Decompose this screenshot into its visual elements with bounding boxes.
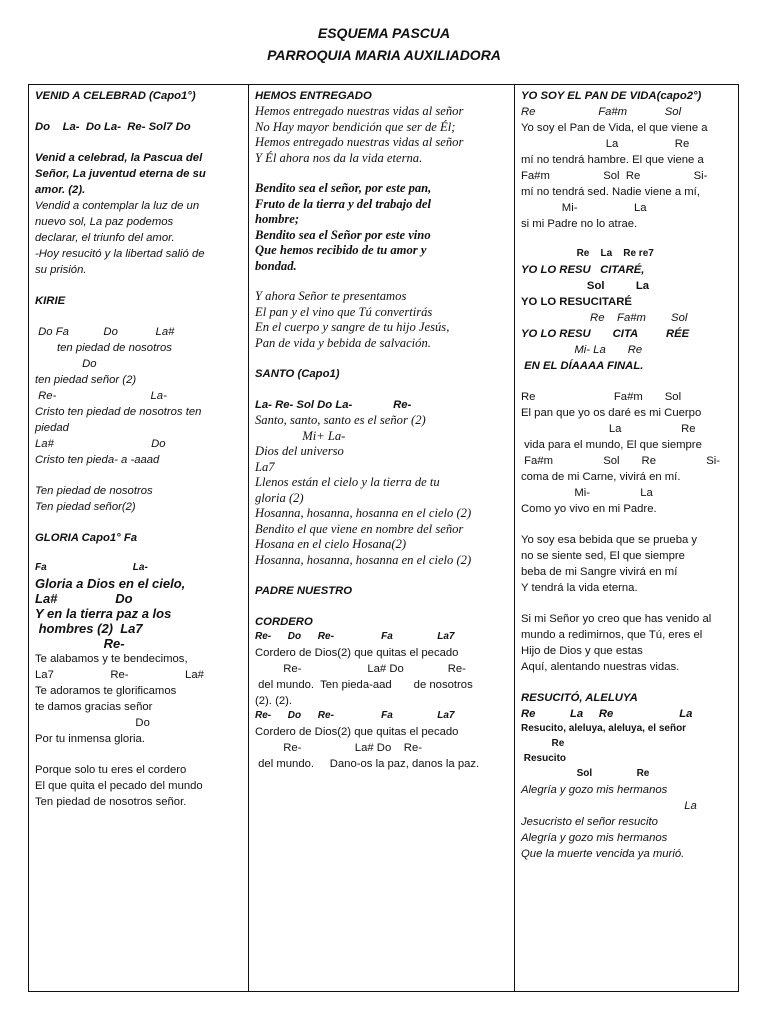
- lyric-line: nuevo sol, La paz podemos: [35, 216, 174, 228]
- lyric-line: KIRIE: [35, 295, 66, 307]
- spacer: [521, 374, 732, 389]
- lyric-line: Ten piedad de nosotros: [35, 485, 153, 497]
- lyric-line: YO LO RESUCITARÉ: [521, 296, 632, 308]
- lyric-line: La7 Re- La#: [35, 669, 204, 681]
- lyric-line: Re- La-: [35, 390, 167, 402]
- lyric-line: Sol Re: [521, 768, 650, 779]
- lyric-line: El que quita el pecado del mundo: [35, 780, 203, 792]
- song-table: [28, 84, 739, 992]
- spacer: [255, 599, 508, 614]
- lyric-line: RESUCITÓ, ALELUYA: [521, 692, 638, 704]
- lyric-line: GLORIA Capo1° Fa: [35, 532, 138, 544]
- lyric-line: Hosanna, hosanna, hosanna en el cielo (2): [255, 506, 472, 520]
- document-title: ESQUEMA PASCUA: [317, 25, 451, 41]
- lyric-line: Jesucristo el señor resucito: [521, 816, 658, 828]
- lyric-line: Cristo ten piedad de nosotros ten: [35, 406, 202, 418]
- lyric-line: Re- La# Do Re-: [255, 742, 422, 754]
- lyric-line: Yo soy esa bebida que se prueba y: [521, 534, 698, 546]
- lyric-line: Hosanna, hosanna, hosanna en el cielo (2): [255, 552, 472, 567]
- lyric-line: La: [521, 800, 697, 812]
- lyric-line: Te adoramos te glorificamos: [35, 685, 177, 697]
- spacer: [35, 546, 242, 561]
- lyric-line: Resucito: [521, 753, 567, 764]
- lyric-line: mí no tendrá hambre. El que viene a: [521, 154, 704, 166]
- lyric-line: Do: [35, 717, 150, 729]
- page-header: [0, 22, 768, 66]
- lyric-line: La# Do: [35, 591, 133, 606]
- spacer: [35, 515, 242, 530]
- lyric-line: declarar, el triunfo del amor.: [35, 232, 175, 244]
- lyric-line: te damos gracias señor: [35, 701, 153, 713]
- document-subtitle: PARROQUIA MARIA AUXILIADORA: [267, 47, 501, 63]
- lyric-line: no se siente sed, El que siempre: [521, 550, 685, 562]
- spacer: [35, 309, 242, 324]
- lyric-line: Resucito, aleluya, aleluya, el señor: [521, 723, 687, 734]
- lyric-line: Señor, La juventud eterna de su: [35, 168, 206, 180]
- lyric-line: del mundo. Dano-os la paz, danos la paz.: [255, 758, 480, 770]
- song-column-middle: [249, 85, 515, 991]
- lyric-line: Re Fa#m Sol: [521, 391, 682, 403]
- lyric-line: La Re: [521, 138, 690, 150]
- lyric-line: Alegría y gozo mis hermanos: [521, 784, 668, 796]
- lyric-line: No Hay mayor bendición que ser de Él;: [255, 119, 456, 134]
- lyric-line: hombre;: [255, 212, 300, 226]
- spacer: [521, 596, 732, 611]
- lyric-line: Y Él ahora nos da la vida eterna.: [255, 150, 423, 165]
- spacer: [35, 135, 242, 150]
- spacer: [255, 382, 508, 397]
- lyric-line: Alegría y gozo mis hermanos: [521, 832, 668, 844]
- spacer: [35, 104, 242, 119]
- lyric-line: Bendito el que viene en nombre del señor: [255, 521, 464, 536]
- lyric-line: Porque solo tu eres el cordero: [35, 764, 187, 776]
- lyric-line: VENID A CELEBRAD (Capo1°): [35, 90, 196, 102]
- lyric-line: Como yo vivo en mi Padre.: [521, 503, 657, 515]
- lyric-line: Re- Do Re- Fa La7: [255, 710, 455, 721]
- lyric-line: Fa La-: [35, 562, 148, 573]
- lyric-line: ten piedad señor (2): [35, 374, 137, 386]
- lyric-line: La7: [255, 459, 275, 474]
- lyric-line: Sol La: [521, 280, 650, 292]
- lyric-line: Si mi Señor yo creo que has venido al: [521, 613, 712, 625]
- lyric-line: Do: [35, 358, 97, 370]
- lyric-line: Mi- La: [521, 487, 653, 499]
- lyric-line: YO LO RESU CITA RÉE: [521, 328, 690, 340]
- lyric-line: HEMOS ENTREGADO: [255, 90, 372, 102]
- lyric-line: Re- Do Re- Fa La7: [255, 631, 455, 642]
- lyric-line: (2). (2).: [255, 695, 293, 707]
- spacer: [521, 675, 732, 690]
- lyric-line: Gloria a Dios en el cielo,: [35, 576, 186, 591]
- spacer: [255, 568, 508, 583]
- lyric-line: Pan de vida y bebida de salvación.: [255, 335, 431, 350]
- lyric-line: YO LO RESU CITARÉ,: [521, 264, 645, 276]
- spacer: [521, 232, 732, 247]
- lyric-line: Re La Re re7: [521, 248, 654, 259]
- lyric-line: Te alabamos y te bendecimos,: [35, 653, 188, 665]
- spacer: [255, 351, 508, 366]
- lyric-line: Bendito sea el señor, por este pan,: [255, 181, 432, 195]
- lyric-line: Hemos entregado nuestras vidas al señor: [255, 135, 464, 149]
- lyric-line: Re Fa#m Sol: [521, 106, 682, 118]
- lyric-line: Mi- La: [521, 202, 647, 214]
- lyric-line: El pan y el vino que Tú convertirás: [255, 304, 433, 319]
- lyric-line: Llenos están el cielo y la tierra de tu: [255, 475, 440, 489]
- lyric-line: Bendito sea el Señor por este vino: [255, 227, 431, 242]
- lyric-line: El pan que yo os daré es mi Cuerpo: [521, 407, 702, 419]
- lyric-line: En el cuerpo y sangre de tu hijo Jesús,: [255, 320, 450, 334]
- lyric-line: -Hoy resucitó y la libertad salió de: [35, 248, 205, 260]
- spacer: [255, 166, 508, 181]
- lyric-line: Hijo de Dios y que estas: [521, 645, 643, 657]
- lyric-line: Y en la tierra paz a los: [35, 606, 172, 621]
- lyric-line: ten piedad de nosotros: [35, 342, 172, 354]
- lyric-line: La Re: [521, 423, 696, 435]
- song-column-left: [29, 85, 249, 991]
- lyric-line: Aquí, alentando nuestras vidas.: [521, 661, 680, 673]
- lyric-line: Y tendrá la vida eterna.: [521, 582, 638, 594]
- lyric-line: Fruto de la tierra y del trabajo del: [255, 196, 431, 211]
- lyric-line: Do La- Do La- Re- Sol7 Do: [35, 121, 191, 133]
- lyric-line: Ten piedad de nosotros señor.: [35, 796, 187, 808]
- lyric-line: Mi- La Re: [521, 344, 643, 356]
- spacer: [35, 747, 242, 762]
- lyric-line: Do Fa Do La#: [35, 326, 175, 338]
- lyric-line: vida para el mundo, El que siempre: [521, 439, 702, 451]
- lyric-line: su prisión.: [35, 264, 87, 276]
- lyric-line: Por tu inmensa gloria.: [35, 733, 145, 745]
- lyric-line: Mi+ La-: [255, 428, 346, 443]
- lyric-line: beba de mi Sangre vivirá en mí: [521, 566, 678, 578]
- lyric-line: si mi Padre no lo atrae.: [521, 218, 638, 230]
- lyric-line: Hemos entregado nuestras vidas al señor: [255, 104, 464, 118]
- lyric-line: La# Do: [35, 438, 166, 450]
- lyric-line: piedad: [35, 422, 69, 434]
- lyric-line: Re-: [35, 636, 125, 651]
- lyric-line: Y ahora Señor te presentamos: [255, 289, 407, 303]
- lyric-line: Vendid a contemplar la luz de un: [35, 200, 200, 212]
- lyric-line: Re Fa#m Sol: [521, 312, 688, 324]
- lyric-line: Que la muerte vencida ya murió.: [521, 848, 685, 860]
- lyric-line: Hosana en el cielo Hosana(2): [255, 537, 407, 551]
- lyric-line: CORDERO: [255, 616, 313, 628]
- song-column-right: [515, 85, 738, 991]
- spacer: [35, 278, 242, 293]
- lyric-line: Re- La# Do Re-: [255, 663, 466, 675]
- spacer: [255, 274, 508, 289]
- lyric-line: Cordero de Dios(2) que quitas el pecado: [255, 647, 459, 659]
- lyric-line: Yo soy el Pan de Vida, el que viene a: [521, 122, 708, 134]
- lyric-line: amor. (2).: [35, 184, 86, 196]
- lyric-line: bondad.: [255, 258, 297, 273]
- lyric-line: del mundo. Ten pieda-aad de nosotros: [255, 679, 473, 691]
- lyric-line: Re: [521, 738, 565, 749]
- lyric-line: Venid a celebrad, la Pascua del: [35, 152, 203, 164]
- lyric-line: YO SOY EL PAN DE VIDA(capo2°): [521, 90, 702, 102]
- lyric-line: mí no tendrá sed. Nadie viene a mí,: [521, 186, 700, 198]
- lyric-line: EN EL DÍAAAA FINAL.: [521, 360, 644, 372]
- lyric-line: coma de mi Carne, vivirá en mí.: [521, 471, 681, 483]
- lyric-line: Cordero de Dios(2) que quitas el pecado: [255, 726, 459, 738]
- lyric-line: Santo, santo, santo es el señor (2): [255, 413, 426, 427]
- lyric-line: Fa#m Sol Re Si-: [521, 455, 720, 467]
- lyric-line: La- Re- Sol Do La- Re-: [255, 399, 412, 411]
- lyric-line: SANTO (Capo1): [255, 368, 340, 380]
- lyric-line: mundo a redimirnos, que Tú, eres el: [521, 629, 703, 641]
- lyric-line: PADRE NUESTRO: [255, 585, 353, 597]
- spacer: [521, 517, 732, 532]
- lyric-line: Re La Re La: [521, 708, 693, 720]
- lyric-line: Cristo ten pieda- a -aaad: [35, 454, 160, 466]
- lyric-line: Fa#m Sol Re Si-: [521, 170, 708, 182]
- spacer: [35, 468, 242, 483]
- lyric-line: gloria (2): [255, 490, 304, 505]
- lyric-line: Ten piedad señor(2): [35, 501, 136, 513]
- lyric-line: Dios del universo: [255, 444, 344, 458]
- lyric-line: Que hemos recibido de tu amor y: [255, 243, 427, 257]
- lyric-line: hombres (2) La7: [35, 621, 143, 636]
